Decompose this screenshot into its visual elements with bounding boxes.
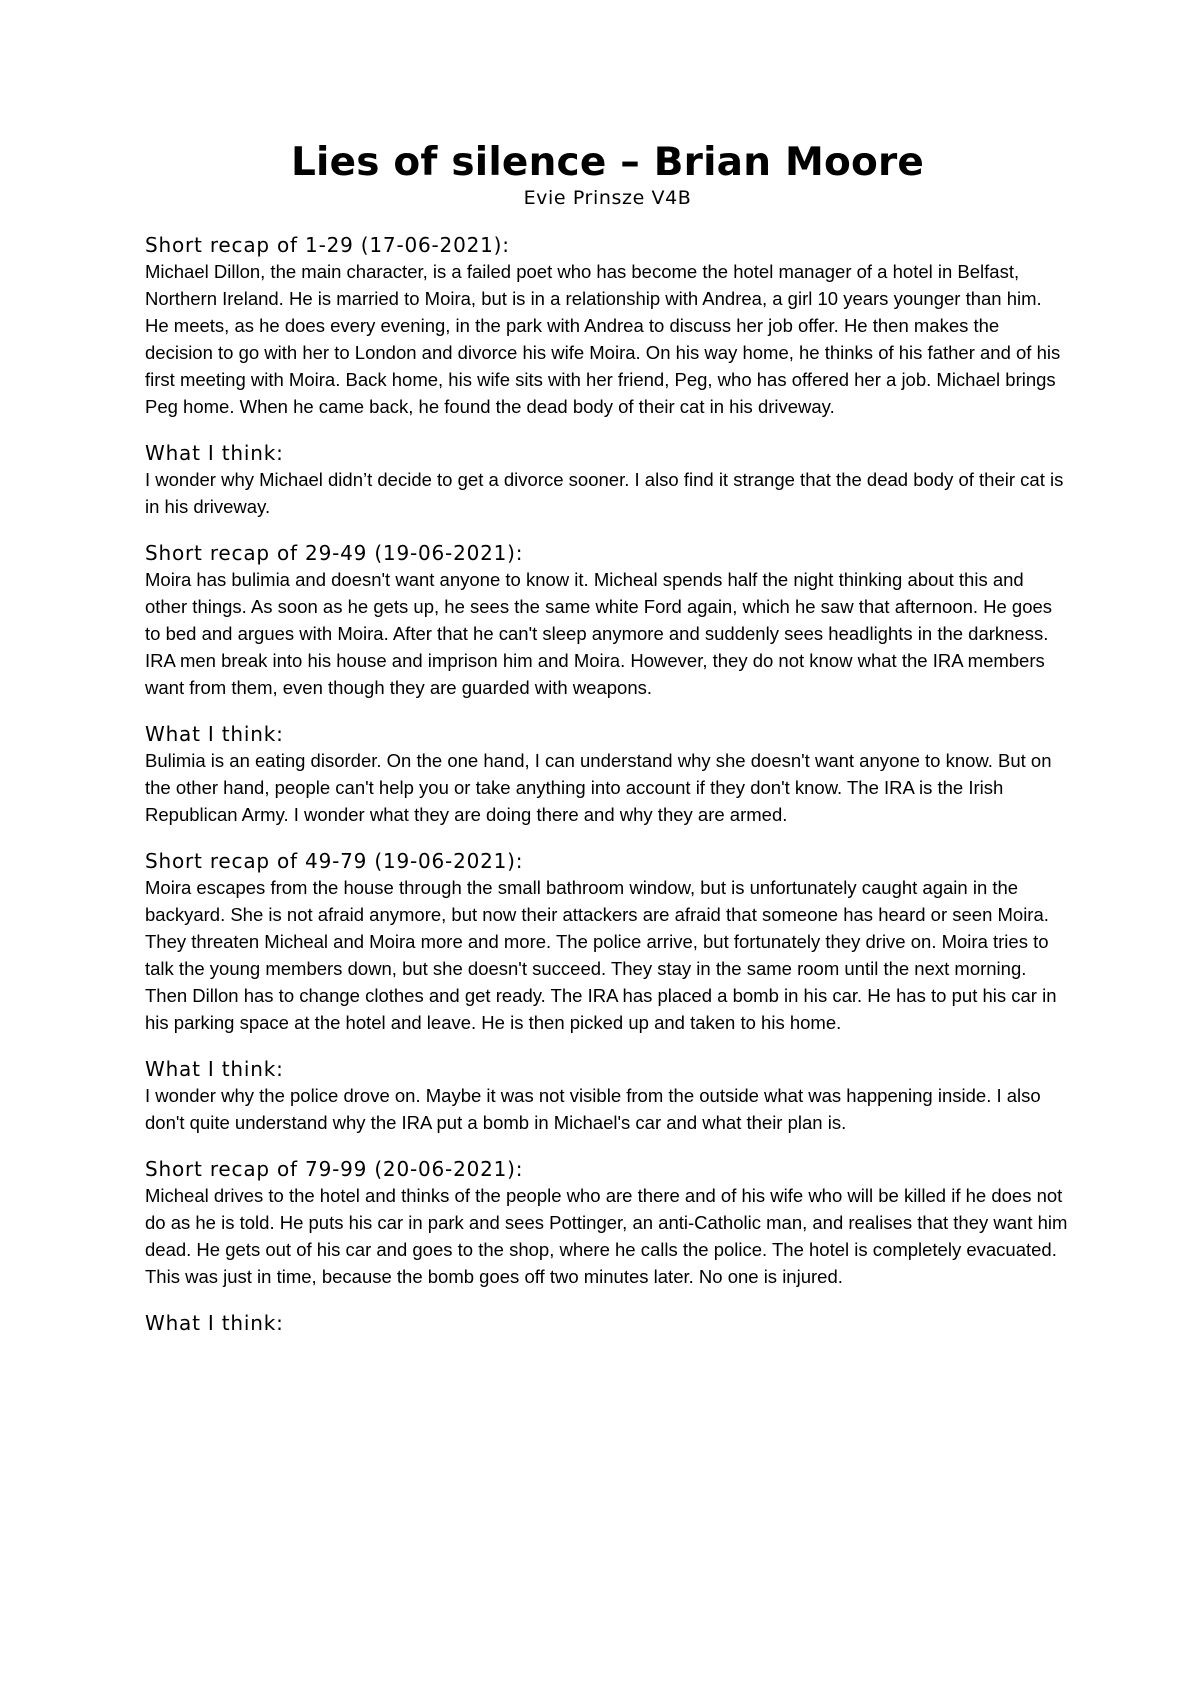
section-body: Micheal drives to the hotel and thinks of the people who are there and of his wife who will be killed if he does not do as he is told. He puts his car in park and sees Pottinger, an anti-Catholic man, and realises that they want him dead. He gets out of his car and goes to the shop, where he calls the police. The hotel is completely evacuated. This was just in time, because the bomb goes off two minutes later. No one is injured. [145, 1185, 1068, 1287]
section-heading: What I think: [145, 1057, 284, 1081]
section-heading: Short recap of 49-79 (19-06-2021): [145, 849, 524, 873]
section-body: Moira escapes from the house through the small bathroom window, but is unfortunately caught again in the backyard. She is not afraid anymore, but now their attackers are afraid that someone has heard or seen Moira. They threaten Micheal and Moira more and more. The police arrive, but fortunately they drive on. Moira tries to talk the young members down, but she doesn't succeed. They stay in the same room until the next morning. Then Dillon has to change clothes and get ready. The IRA has placed a bomb in his car. He has to put his car in his parking space at the hotel and leave. He is then picked up and taken to his home. [145, 877, 1057, 1033]
section-recap-79-99 [145, 1156, 1070, 1290]
section-heading: What I think: [145, 722, 284, 746]
section-opinion-2 [145, 721, 1070, 828]
document-author: Evie Prinsze V4B [523, 187, 692, 209]
section-body: I wonder why the police drove on. Maybe it was not visible from the outside what was happening inside. I also don't quite understand why the IRA put a bomb in Michael's car and what their plan is. [145, 1085, 1041, 1133]
section-recap-49-79 [145, 848, 1070, 1036]
section-heading: What I think: [145, 441, 284, 465]
section-recap-1-29 [145, 232, 1070, 420]
section-opinion-3 [145, 1056, 1070, 1136]
section-body: Bulimia is an eating disorder. On the one hand, I can understand why she doesn't want anyone to know. But on the other hand, people can't help you or take anything into account if they don't know. The IRA is the Irish Republican Army. I wonder what they are doing there and why they are armed. [145, 750, 1052, 825]
section-opinion-4 [145, 1310, 1070, 1336]
section-recap-29-49 [145, 540, 1070, 701]
document-title: Lies of silence – Brian Moore [290, 140, 925, 185]
section-heading: What I think: [145, 1311, 284, 1335]
section-body: Michael Dillon, the main character, is a failed poet who has become the hotel manager of a hotel in Belfast, Northern Ireland. He is married to Moira, but is in a relationship with Andrea, a girl 10 years younger than him. He meets, as he does every evening, in the park with Andrea to discuss her job offer. He then makes the decision to go with her to London and divorce his wife Moira. On his way home, he thinks of his father and of his first meeting with Moira. Back home, his wife sits with her friend, Peg, who has offered her a job. Michael brings Peg home. When he came back, he found the dead body of their cat in his driveway. [145, 261, 1061, 417]
section-body: I wonder why Michael didn’t decide to get a divorce sooner. I also find it strange that the dead body of their cat is in his driveway. [145, 469, 1064, 517]
section-heading: Short recap of 79-99 (20-06-2021): [145, 1157, 524, 1181]
section-heading: Short recap of 1-29 (17-06-2021): [145, 233, 510, 257]
section-opinion-1 [145, 440, 1070, 520]
section-body: Moira has bulimia and doesn't want anyone to know it. Micheal spends half the night thinking about this and other things. As soon as he gets up, he sees the same white Ford again, which he saw that afternoon. He goes to bed and argues with Moira. After that he can't sleep anymore and suddenly sees headlights in the darkness. IRA men break into his house and imprison him and Moira. However, they do not know what the IRA members want from them, even though they are guarded with weapons. [145, 569, 1053, 698]
section-heading: Short recap of 29-49 (19-06-2021): [145, 541, 524, 565]
